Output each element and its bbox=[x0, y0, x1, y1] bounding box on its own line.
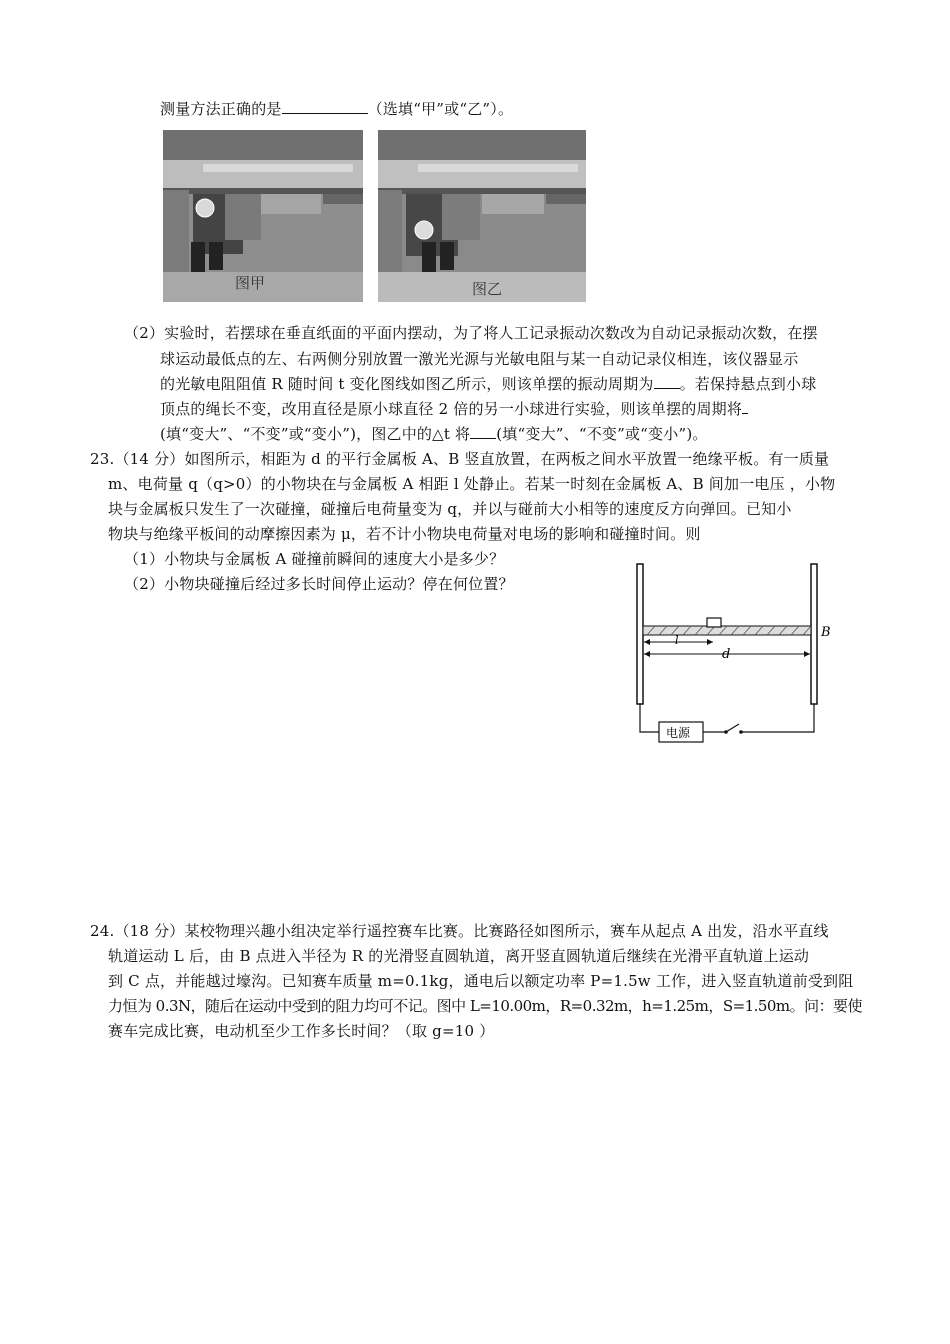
q22-line1-suffix: （选填“甲”或“乙”）。 bbox=[367, 100, 514, 118]
q23-line3: 块与金属板只发生了一次碰撞，碰撞后电荷量变为 q，并以与碰前大小相等的速度反方向弹回。已知小 bbox=[108, 500, 792, 518]
q22-p2-line4-text: 顶点的绳长不变，改用直径是原小球直径 2 倍的另一小球进行实验，则该单摆的周期将 bbox=[160, 400, 743, 418]
q24-line1: 24.（18 分）某校物理兴趣小组决定举行遥控赛车比赛。比赛路径如图所示，赛车从起点 A 出发，沿水平直线 bbox=[90, 922, 829, 940]
answer-blank[interactable] bbox=[654, 374, 680, 389]
q22-p2-line3 bbox=[160, 373, 816, 395]
q22-line1-prefix: 测量方法正确的是 bbox=[160, 100, 282, 118]
label-d: d bbox=[722, 647, 731, 662]
label-l: l bbox=[675, 634, 679, 647]
q22-answer-line bbox=[160, 98, 513, 120]
small-block bbox=[707, 618, 721, 627]
metal-plate-A bbox=[637, 564, 643, 704]
caption-jia: 图甲 bbox=[235, 274, 266, 292]
q22-p2-line2: 球运动最低点的左、右两侧分别放置一激光光源与光敏电阻与某一自动记录仪相连，该仪器显示 bbox=[160, 350, 799, 368]
metal-plate-B bbox=[811, 564, 817, 704]
power-label: 电源 bbox=[666, 726, 691, 740]
answer-blank[interactable] bbox=[282, 99, 368, 114]
q22-p2-line5 bbox=[160, 423, 708, 445]
q23-circuit-diagram bbox=[625, 558, 845, 748]
q22-p2-line3a: 的光敏电阻阻值 R 随时间 t 变化图线如图乙所示，则该单摆的振动周期为 bbox=[160, 375, 654, 393]
q23-line2: m、电荷量 q（q>0）的小物块在与金属板 A 相距 l 处静止。若某一时刻在金属板 A、B 间加一电压 ，小物 bbox=[108, 475, 836, 493]
answer-blank[interactable] bbox=[470, 424, 496, 439]
q22-p2-line5a: (填“变大”、“不变”或“变小”)，图乙中的△t 将 bbox=[160, 425, 471, 443]
q23-sub2: （2）小物块碰撞后经过多长时间停止运动？停在何位置？ bbox=[124, 575, 514, 593]
q22-p2-line3b: 。若保持悬点到小球 bbox=[679, 375, 817, 393]
q23-sub1: （1）小物块与金属板 A 碰撞前瞬间的速度大小是多少？ bbox=[124, 550, 505, 568]
q23-line1: 23.（14 分）如图所示，相距为 d 的平行金属板 A、B 竖直放置，在两板之间水平放置一绝缘平板。有一质量 bbox=[90, 450, 830, 468]
photo-caliper-jia bbox=[163, 130, 363, 302]
q24-line5: 赛车完成比赛，电动机至少工作多长时间？（取 g=10 ） bbox=[108, 1022, 495, 1040]
q23-line4: 物块与绝缘平板间的动摩擦因素为 μ，若不计小物块电荷量对电场的影响和碰撞时间。则 bbox=[108, 525, 701, 543]
answer-blank[interactable] bbox=[742, 399, 748, 414]
switch bbox=[726, 724, 739, 732]
q24-line3: 到 C 点，并能越过壕沟。已知赛车质量 m=0.1kg，通电后以额定功率 P=1.5w 工作，进入竖直轨道前受到阻 bbox=[108, 972, 854, 990]
q22-p2-line1: （2）实验时，若摆球在垂直纸面的平面内摆动，为了将人工记录振动次数改为自动记录振动次数，在摆 bbox=[124, 324, 818, 342]
photo-caliper-yi bbox=[378, 130, 586, 302]
caption-yi: 图乙 bbox=[472, 280, 503, 298]
q24-line4: 力恒为 0.3N，随后在运动中受到的阻力均可不记。图中 L=10.00m，R=0.32m，h=1.25m，S=1.50m。问：要使 bbox=[108, 997, 863, 1015]
q22-p2-line4 bbox=[160, 398, 748, 420]
q22-p2-line5b: (填“变大”、“不变”或“变小”)。 bbox=[496, 425, 708, 443]
label-B: B bbox=[821, 625, 831, 640]
q24-line2: 轨道运动 L 后，由 B 点进入半径为 R 的光滑竖直圆轨道，离开竖直圆轨道后继续在光滑平直轨道上运动 bbox=[108, 947, 810, 965]
